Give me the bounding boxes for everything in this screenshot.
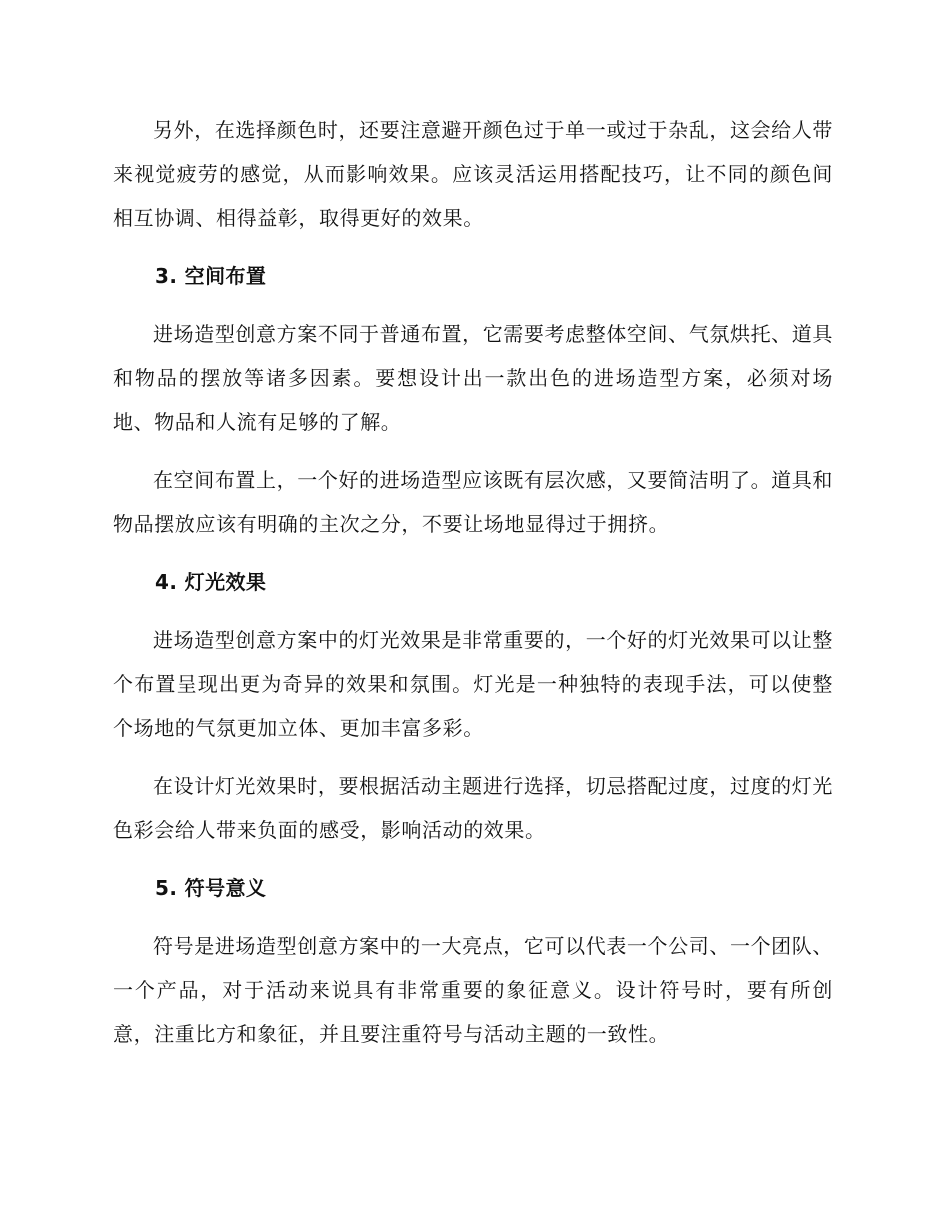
paragraph-space-intro: 进场造型创意方案不同于普通布置，它需要考虑整体空间、气氛烘托、道具和物品的摆放等诸多因素。要想设计出一款出色的进场造型方案，必须对场地、物品和人流有足够的了解。 xyxy=(113,322,833,434)
paragraph-space-layering: 在空间布置上，一个好的进场造型应该既有层次感，又要简洁明了。道具和物品摆放应该有明确的主次之分，不要让场地显得过于拥挤。 xyxy=(113,468,833,536)
paragraph-color-tips: 另外，在选择颜色时，还要注意避开颜色过于单一或过于杂乱，这会给人带来视觉疲劳的感觉，从而影响效果。应该灵活运用搭配技巧，让不同的颜色间相互协调、相得益彰，取得更好的效果。 xyxy=(113,118,833,230)
document-body xyxy=(113,108,833,1070)
heading-lighting-effect: 4. 灯光效果 xyxy=(155,570,267,594)
heading-symbol-meaning: 5. 符号意义 xyxy=(155,876,267,900)
paragraph-lighting-intro: 进场造型创意方案中的灯光效果是非常重要的，一个好的灯光效果可以让整个布置呈现出更为奇异的效果和氛围。灯光是一种独特的表现手法，可以使整个场地的气氛更加立体、更加丰富多彩。 xyxy=(113,628,833,740)
paragraph-symbol-meaning: 符号是进场造型创意方案中的一大亮点，它可以代表一个公司、一个团队、一个产品，对于活动来说具有非常重要的象征意义。设计符号时，要有所创意，注重比方和象征，并且要注重符号与活动主题的一致性。 xyxy=(113,934,833,1046)
heading-space-layout: 3. 空间布置 xyxy=(155,264,267,288)
paragraph-lighting-design: 在设计灯光效果时，要根据活动主题进行选择，切忌搭配过度，过度的灯光色彩会给人带来负面的感受，影响活动的效果。 xyxy=(113,774,833,842)
